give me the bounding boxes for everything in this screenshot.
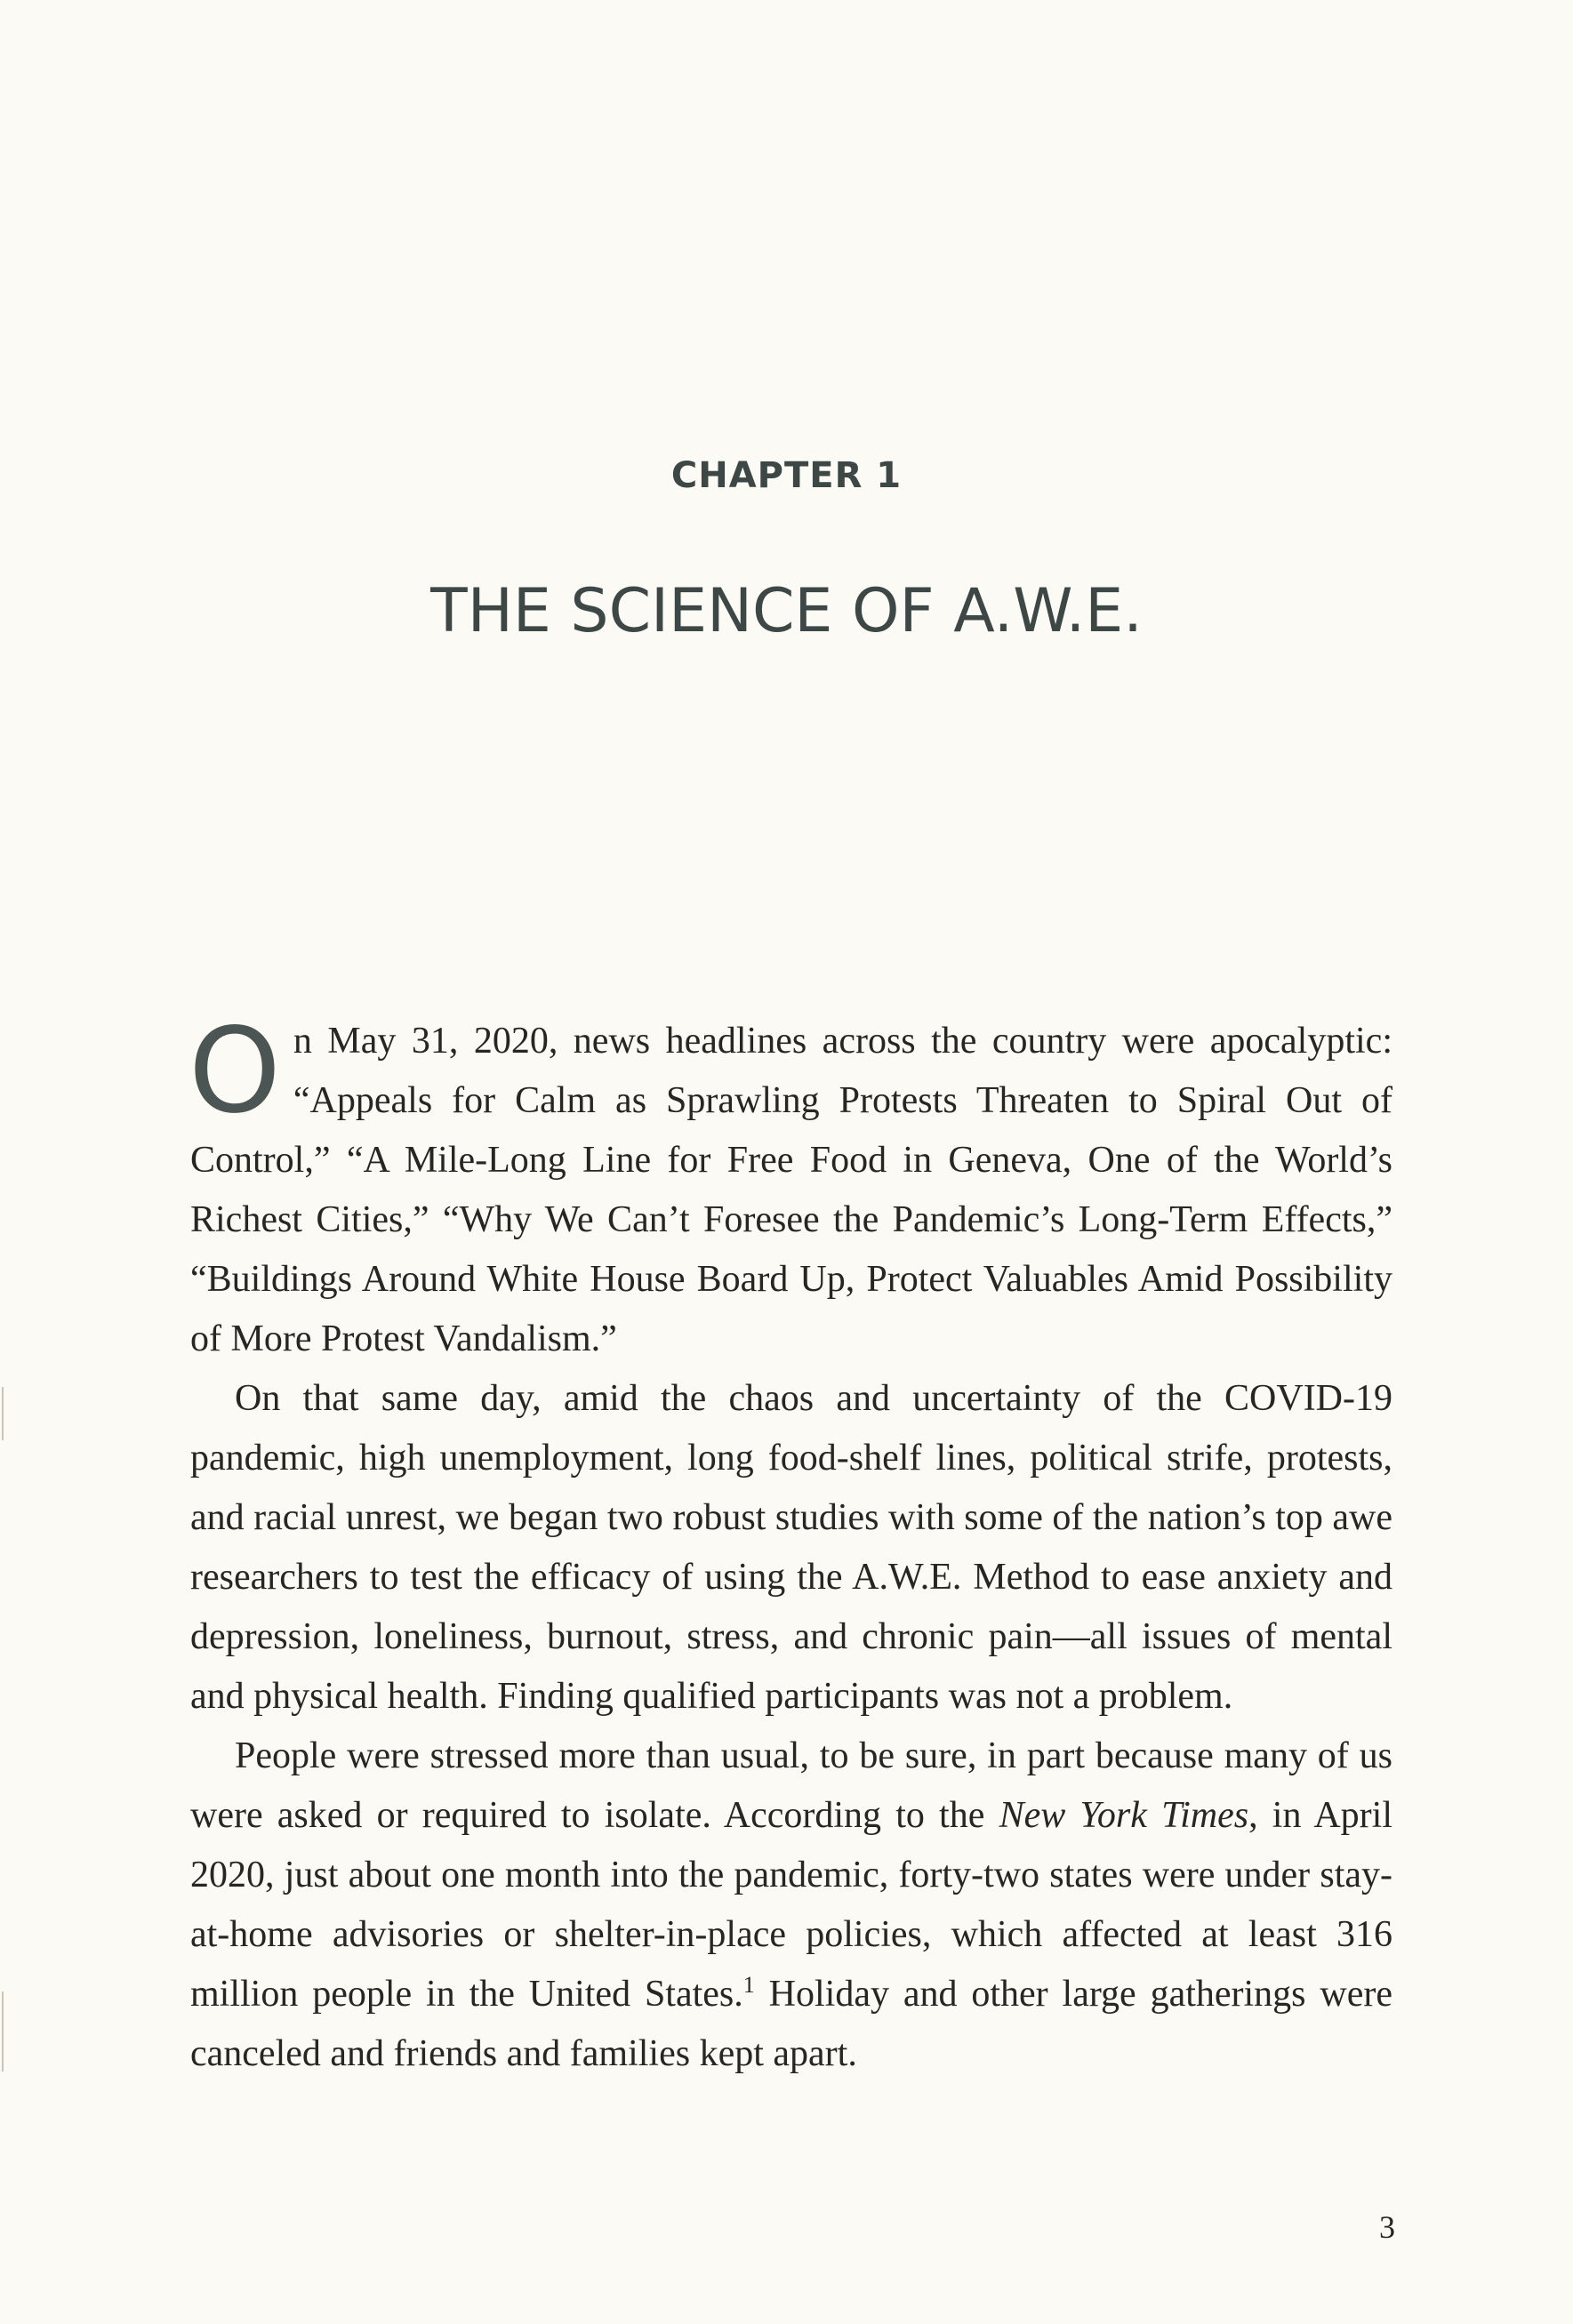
drop-cap: O [189, 1003, 281, 1140]
footnote-marker[interactable]: 1 [742, 1972, 755, 1998]
paragraph-2: On that same day, amid the chaos and uncertainty of the COVID-19 pandemic, high unemployment, long food-shelf lines, political strife, protests, and racial unrest, we began two robust studies with some of the nation’s top awe researchers to test the efficacy of using the A.W.E. Method to ease anxiety and depression, loneliness, burnout, stress, and chronic pain—all issues of mental and physical health. Finding qualified participants was not a problem. [190, 1378, 1392, 1717]
scan-edge-mark [2, 1991, 4, 2072]
body-text [189, 1003, 1393, 2084]
paragraph-3-text-after: Holiday and other large gatherings were canceled and friends and families kept apart. [190, 1974, 1392, 2074]
page-number: 3 [1379, 2209, 1395, 2245]
paragraph-3 [190, 1727, 1392, 2084]
scan-edge-mark [2, 1387, 4, 1440]
paragraph-1-text: n May 31, 2020, news headlines across the country were apocalyptic: “Appeals for Calm as Sprawling Protests Threaten to Spiral Out of Control,” “A Mile-Long Line for Free Food in Geneva, One of the World’s Richest Cities,” “Why We Can’t Foresee the Pandemic’s Long-Term Effects,” “Buildings Around White House Board Up, Protect Valuables Amid Possibility of More Protest Vandalism.” [190, 1021, 1392, 1359]
paragraph-1 [189, 1003, 1392, 1369]
paragraph-3-text-middle: , in April 2020, just about one month into the pandemic, forty-two states were under stay-at-home advisories or shelter-in-place policies, which affected at least 316 million people in the United States. [190, 1795, 1393, 2015]
chapter-label: CHAPTER 1 [670, 455, 903, 496]
chapter-title: THE SCIENCE OF A.W.E. [430, 576, 1143, 646]
newspaper-title: New York Times [999, 1795, 1249, 1836]
paragraph-3-text-before: People were stressed more than usual, to be sure, in part because many of us were asked or required to isolate. According to the [190, 1735, 1392, 1836]
